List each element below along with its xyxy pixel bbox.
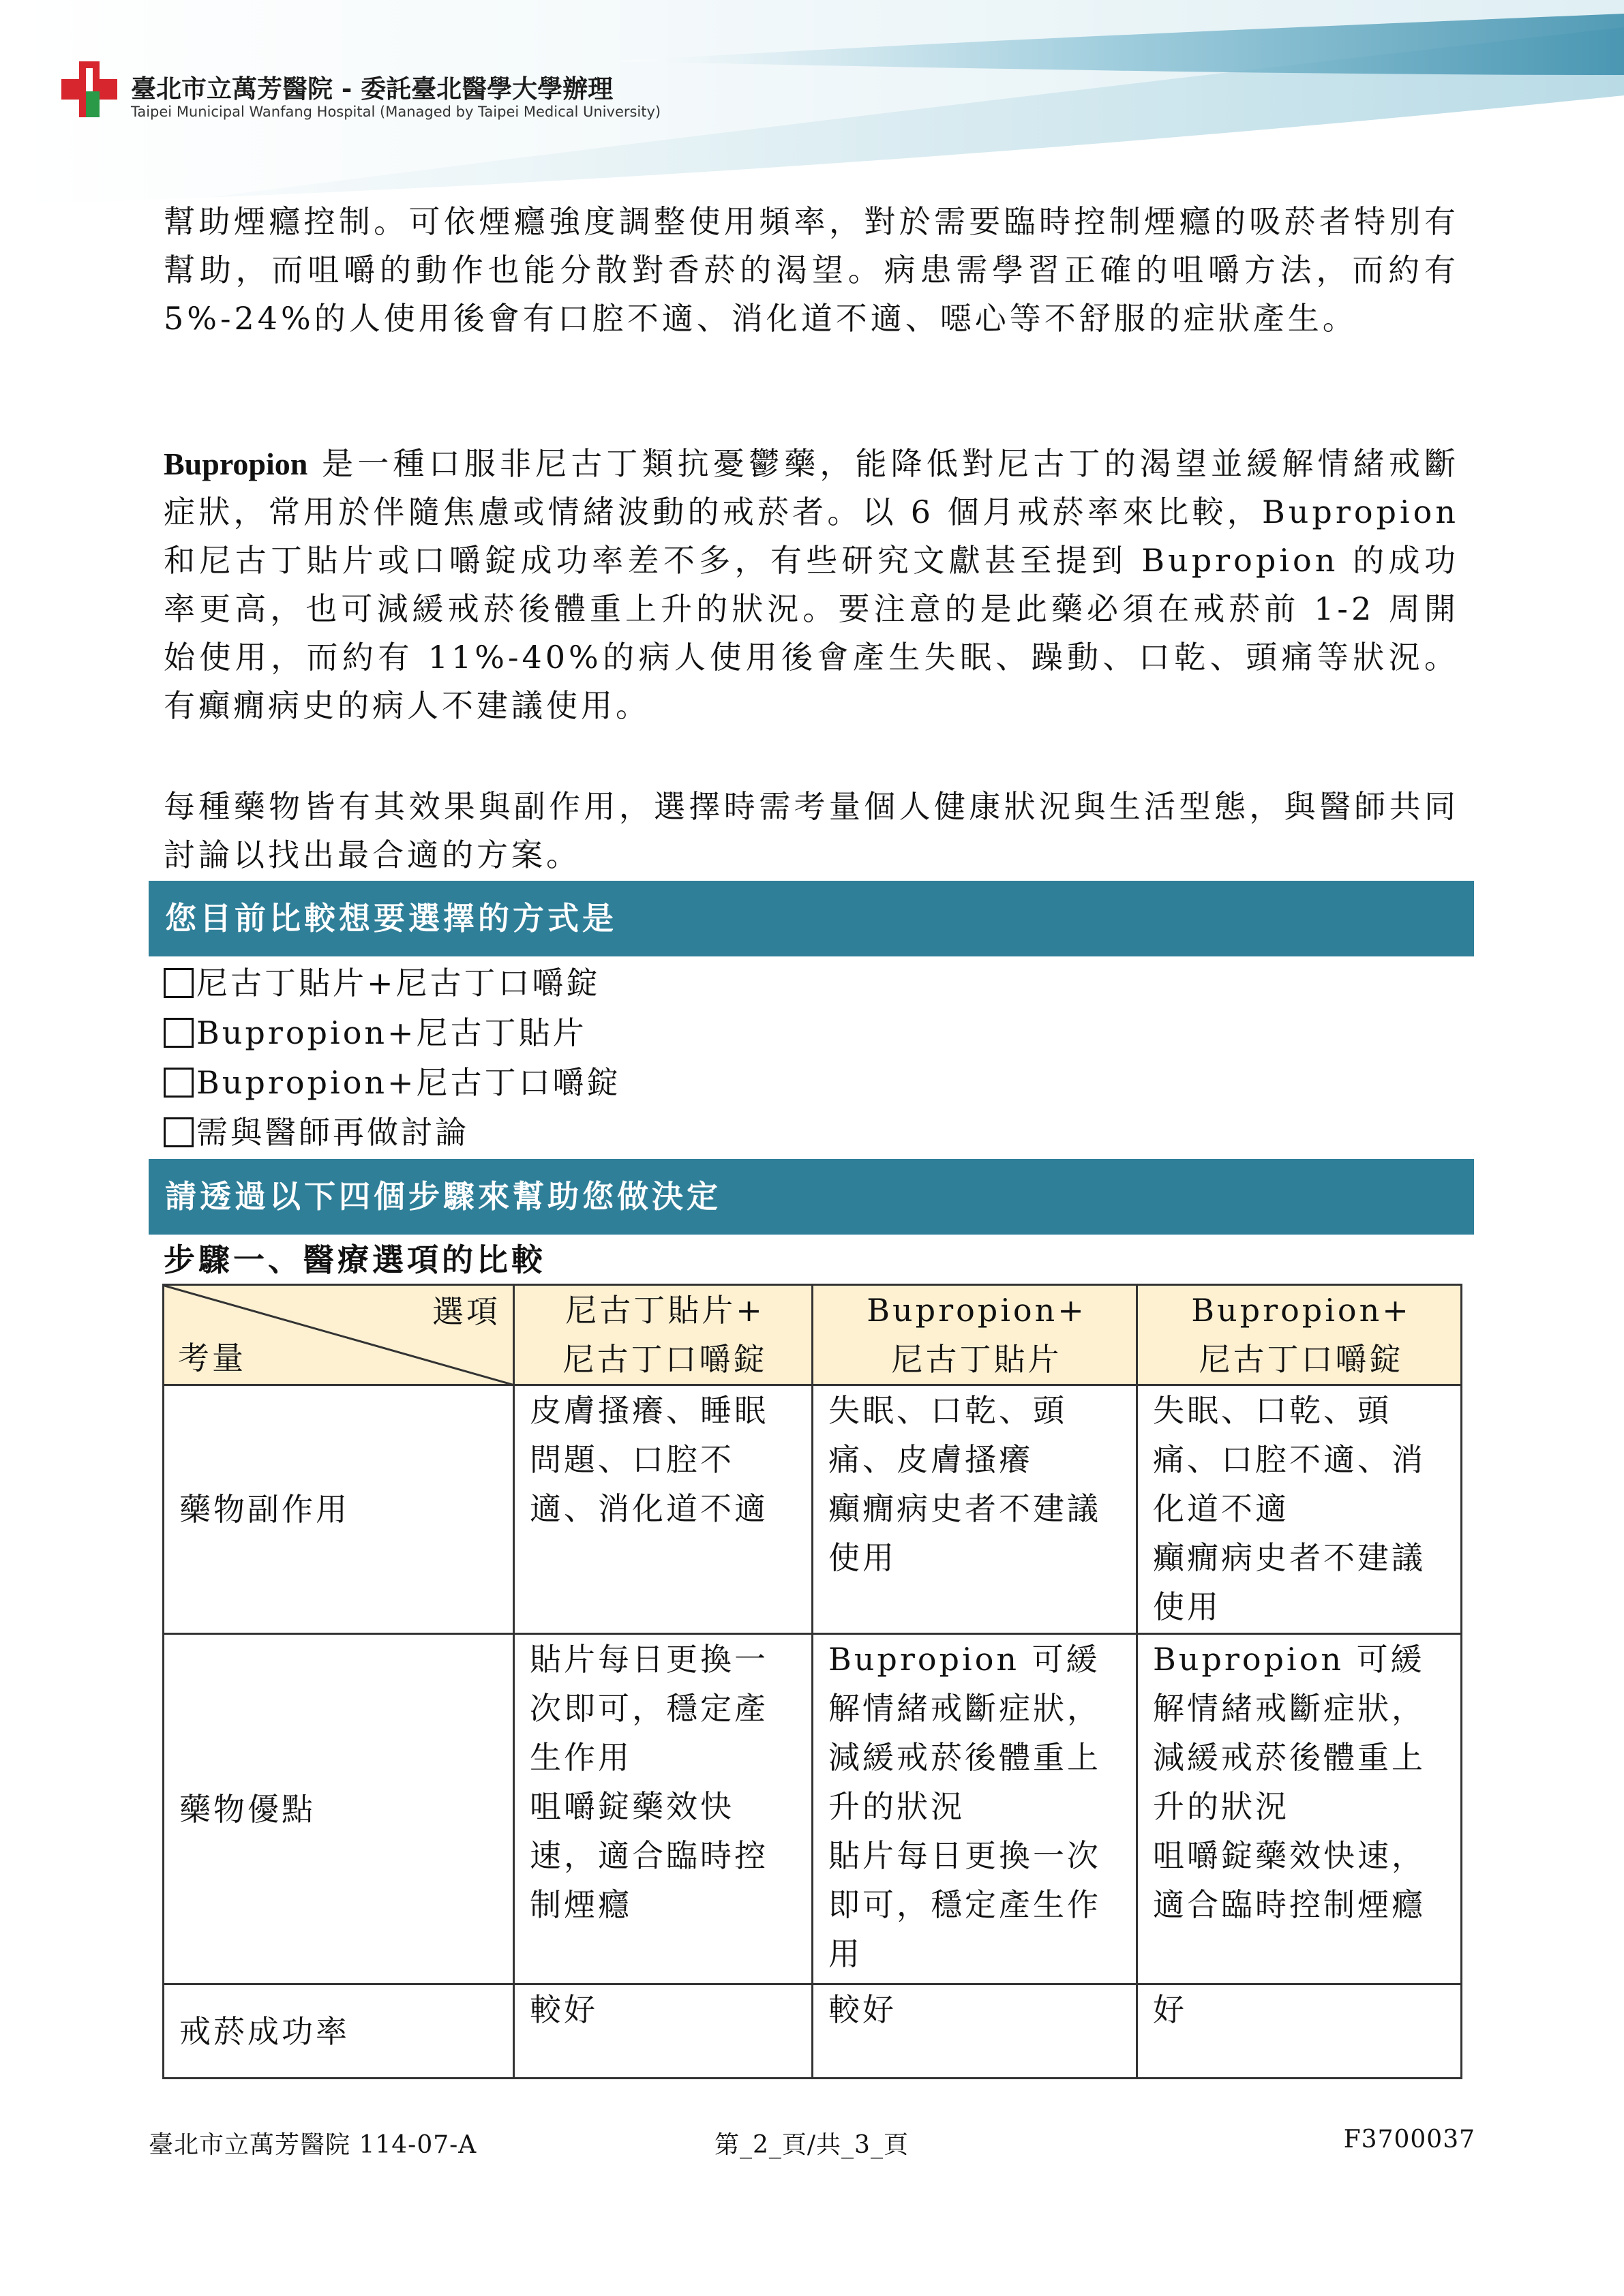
row-label: 戒菸成功率	[164, 1984, 514, 2079]
paragraph-summary: 每種藥物皆有其效果與副作用，選擇時需考量個人健康狀況與生活型態，與醫師共同討論以找出最合適的方案。	[164, 788, 1459, 873]
corner-considerations-label: 考量	[178, 1340, 246, 1376]
option-label: Bupropion+尼古丁貼片	[196, 1014, 587, 1051]
checkbox[interactable]	[164, 968, 194, 998]
cell-text: 較好	[828, 1991, 897, 2028]
table-cell	[514, 1984, 813, 2079]
option-discuss-with-doctor[interactable]	[164, 1112, 469, 1153]
corner-header-cell	[164, 1285, 514, 1385]
cell-text: 貼片每日更換一次即可，穩定產生作用	[530, 1641, 768, 1776]
section-choice-title: 您目前比較想要選擇的方式是	[149, 881, 1474, 956]
column-header-line: Bupropion+	[867, 1292, 1087, 1329]
column-header-line: 尼古丁貼片+	[565, 1292, 765, 1329]
cell-text: 較好	[530, 1991, 598, 2028]
option-nicotine-patch-gum[interactable]	[164, 963, 601, 1003]
checkbox[interactable]	[164, 1018, 194, 1048]
checkbox[interactable]	[164, 1117, 194, 1147]
option-bupropion-patch[interactable]	[164, 1012, 587, 1053]
hospital-logo-icon	[60, 60, 119, 119]
comparison-table	[162, 1284, 1462, 2079]
table-row-success-rate	[164, 1984, 1462, 2079]
row-label: 藥物副作用	[164, 1385, 514, 1634]
cell-text: Bupropion 可緩解情緒戒斷症狀，減緩戒菸後體重上升的狀況	[828, 1641, 1101, 1825]
paragraph-bupropion	[164, 440, 1459, 730]
column-header-line: 尼古丁貼片	[891, 1341, 1062, 1378]
cell-text: 咀嚼錠藥效快速，適合臨時控制煙癮	[530, 1788, 768, 1923]
table-cell	[514, 1634, 813, 1984]
step1-title: 步驟一、醫療選項的比較	[164, 1241, 546, 1278]
cell-text: 咀嚼錠藥效快速，適合臨時控制煙癮	[1153, 1837, 1426, 1923]
cell-text: 好	[1153, 1991, 1187, 2028]
bupropion-term: Bupropion	[164, 447, 308, 481]
table-row-advantages	[164, 1634, 1462, 1984]
cell-text: 癲癇病史者不建議使用	[828, 1490, 1101, 1576]
table-cell	[813, 1385, 1137, 1634]
option-label: 需與醫師再做討論	[196, 1114, 469, 1151]
column-header-bupropion-patch	[813, 1285, 1137, 1385]
column-header-line: 尼古丁口嚼錠	[1199, 1341, 1404, 1378]
paragraph-bupropion-text: 是一種口服非尼古丁類抗憂鬱藥，能降低對尼古丁的渴望並緩解情緒戒斷症狀，常用於伴隨焦慮或情緒波動的戒菸者。以 6 個月戒菸率來比較，Bupropion 和尼古丁貼片或口嚼錠成功率差不多，有些研究文獻甚至提到 Bupropion 的成功率更高，也可減緩戒菸後體重上升的狀況。要注意的是此藥必須在戒菸前 1-2 周開始使用，而約有 11%-40%的病人使用後會產生失眠、躁動、口乾、頭痛等狀況。有癲癇病史的病人不建議使用。	[164, 445, 1459, 724]
column-header-patch-gum	[514, 1285, 813, 1385]
cell-text: 失眠、口乾、頭痛、皮膚搔癢	[828, 1392, 1067, 1478]
footer-page-number: 第_2_頁/共_3_頁	[715, 2131, 909, 2159]
option-bupropion-gum[interactable]	[164, 1062, 621, 1103]
column-header-line: 尼古丁口嚼錠	[562, 1341, 768, 1378]
table-cell	[1137, 1385, 1462, 1634]
paragraph-gum: 幫助煙癮控制。可依煙癮強度調整使用頻率，對於需要臨時控制煙癮的吸菸者特別有幫助，而咀嚼的動作也能分散對香菸的渴望。病患需學習正確的咀嚼方法，而約有 5%-24%的人使用後會有口腔不適、消化道不適、噁心等不舒服的症狀產生。	[164, 203, 1459, 337]
row-label: 藥物優點	[164, 1634, 514, 1984]
cell-text: 皮膚搔癢、睡眠問題、口腔不適、消化道不適	[530, 1392, 768, 1527]
checkbox[interactable]	[164, 1068, 194, 1098]
hospital-name-english: Taipei Municipal Wanfang Hospital (Managed by Taipei Medical University)	[131, 104, 661, 120]
cell-text: 貼片每日更換一次即可，穩定產生作用	[828, 1837, 1101, 1972]
table-cell	[813, 1984, 1137, 2079]
cell-text: 失眠、口乾、頭痛、口腔不適、消化道不適	[1153, 1392, 1426, 1527]
column-header-bupropion-gum	[1137, 1285, 1462, 1385]
footer-form-id: F3700037	[1343, 2126, 1475, 2154]
table-cell	[813, 1634, 1137, 1984]
option-label: 尼古丁貼片+尼古丁口嚼錠	[196, 965, 601, 1001]
table-cell	[1137, 1984, 1462, 2079]
section-steps-title: 請透過以下四個步驟來幫助您做決定	[149, 1159, 1474, 1235]
table-cell	[1137, 1634, 1462, 1984]
table-header-row	[164, 1285, 1462, 1385]
cell-text: 癲癇病史者不建議使用	[1153, 1539, 1426, 1625]
corner-options-label: 選項	[432, 1293, 500, 1330]
footer-document-code: 臺北市立萬芳醫院 114-07-A	[149, 2131, 477, 2159]
option-label: Bupropion+尼古丁口嚼錠	[196, 1064, 621, 1101]
table-row-side-effects	[164, 1385, 1462, 1634]
table-cell	[514, 1385, 813, 1634]
hospital-name: 臺北市立萬芳醫院 - 委託臺北醫學大學辦理	[131, 74, 614, 104]
column-header-line: Bupropion+	[1191, 1292, 1411, 1329]
cell-text: Bupropion 可緩解情緒戒斷症狀，減緩戒菸後體重上升的狀況	[1153, 1641, 1426, 1825]
